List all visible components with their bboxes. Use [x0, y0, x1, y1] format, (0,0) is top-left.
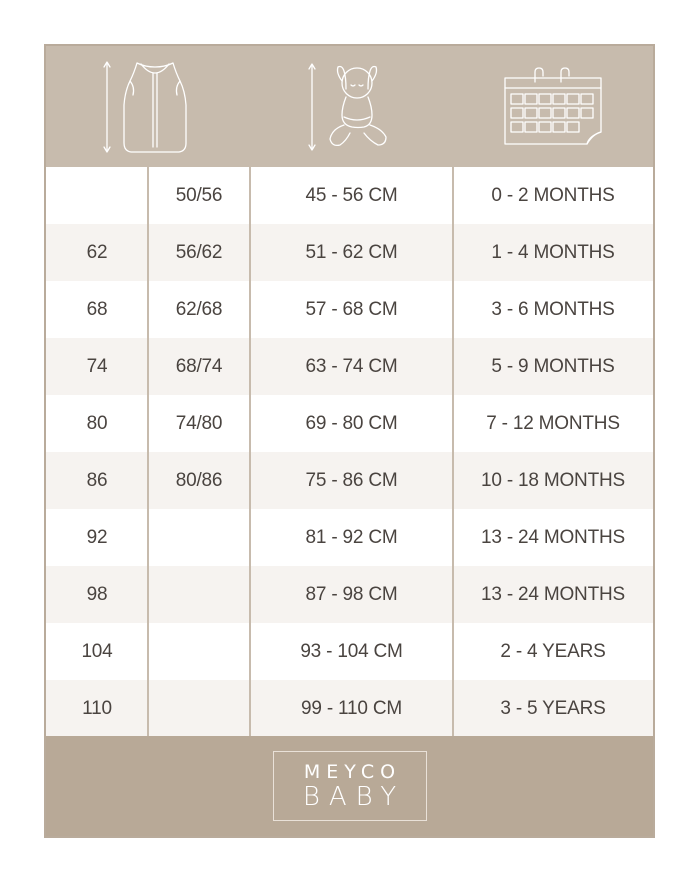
- column-divider: [249, 46, 251, 736]
- size-table-body: [46, 167, 653, 737]
- age-cell: 0 - 2 MONTHS: [491, 184, 615, 206]
- height-cell: 75 - 86 CM: [305, 469, 398, 491]
- size-cell: [46, 167, 148, 224]
- header-cell-height: [250, 46, 453, 167]
- calendar-age-icon: [497, 62, 609, 152]
- size-chart: [44, 44, 655, 838]
- brand-logo: [273, 751, 427, 821]
- age-cell: 1 - 4 MONTHS: [491, 241, 615, 263]
- height-cell: 57 - 68 CM: [305, 298, 398, 320]
- size-cell: 104: [81, 640, 113, 662]
- table-row: [46, 680, 653, 737]
- size-cell: 110: [82, 697, 112, 719]
- footer: [46, 736, 653, 836]
- table-row: [46, 452, 653, 509]
- height-cell: 87 - 98 CM: [305, 583, 398, 605]
- table-row: [46, 566, 653, 623]
- bag-size-cell: 74/80: [175, 412, 223, 434]
- logo-line-2: BABY: [302, 782, 406, 812]
- size-cell: 98: [86, 583, 108, 605]
- bag-size-cell: 80/86: [175, 469, 223, 491]
- size-cell: 86: [86, 469, 108, 491]
- bag-size-cell: 62/68: [175, 298, 223, 320]
- table-row: [46, 623, 653, 680]
- column-divider: [147, 167, 149, 736]
- table-row: [46, 338, 653, 395]
- age-cell: 7 - 12 MONTHS: [486, 412, 620, 434]
- logo-line-1: MEYCO: [303, 761, 402, 783]
- age-cell: 13 - 24 MONTHS: [481, 526, 625, 548]
- bag-size-cell: 56/62: [175, 241, 223, 263]
- size-cell: 92: [86, 526, 108, 548]
- height-cell: 63 - 74 CM: [305, 355, 398, 377]
- age-cell: 3 - 6 MONTHS: [491, 298, 615, 320]
- height-cell: 51 - 62 CM: [305, 241, 398, 263]
- size-cell: 62: [86, 241, 108, 263]
- height-cell: 99 - 110 CM: [301, 697, 402, 719]
- bag-size-cell: [148, 680, 250, 737]
- table-row: [46, 281, 653, 338]
- bag-size-cell: 68/74: [175, 355, 223, 377]
- height-cell: 45 - 56 CM: [305, 184, 398, 206]
- header-row: [46, 46, 653, 167]
- height-cell: 81 - 92 CM: [305, 526, 398, 548]
- age-cell: 10 - 18 MONTHS: [481, 469, 625, 491]
- age-cell: 3 - 5 YEARS: [500, 697, 606, 719]
- column-divider: [452, 46, 454, 736]
- table-row: [46, 395, 653, 452]
- bag-size-cell: [148, 509, 250, 566]
- sleeping-bag-length-icon: [93, 55, 203, 159]
- age-cell: 13 - 24 MONTHS: [481, 583, 625, 605]
- bag-size-cell: [148, 566, 250, 623]
- size-cell: 80: [86, 412, 108, 434]
- table-row: [46, 224, 653, 281]
- table-row: [46, 509, 653, 566]
- bag-size-cell: 50/56: [175, 184, 223, 206]
- header-cell-bag: [46, 46, 250, 167]
- baby-height-icon: [302, 55, 402, 159]
- height-cell: 93 - 104 CM: [300, 640, 403, 662]
- age-cell: 5 - 9 MONTHS: [491, 355, 615, 377]
- table-row: [46, 167, 653, 224]
- age-cell: 2 - 4 YEARS: [500, 640, 606, 662]
- header-cell-age: [453, 46, 653, 167]
- size-cell: 68: [86, 298, 108, 320]
- size-cell: 74: [86, 355, 108, 377]
- height-cell: 69 - 80 CM: [305, 412, 398, 434]
- bag-size-cell: [148, 623, 250, 680]
